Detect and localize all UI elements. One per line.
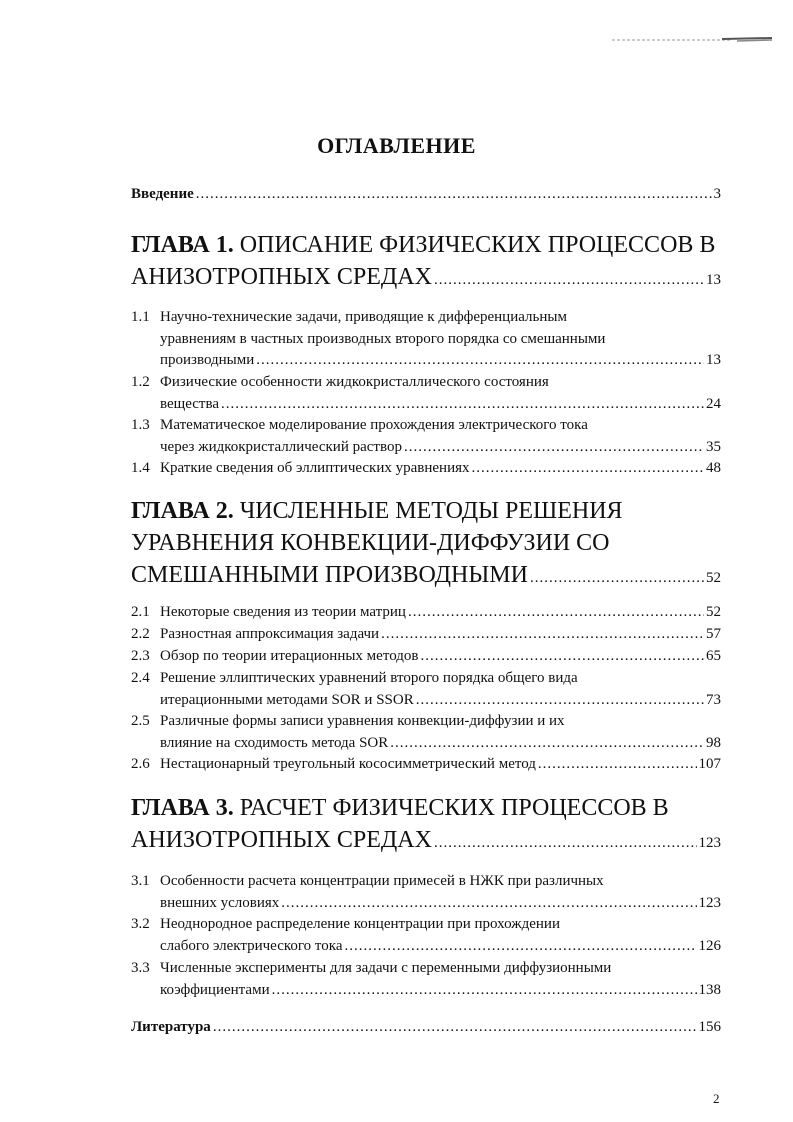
toc-page-number: 57	[706, 626, 721, 642]
chapter-title-line: СМЕШАННЫМИ ПРОИЗВОДНЫМИ	[131, 562, 528, 588]
leader-dots	[408, 602, 704, 624]
section-title-line: Численные эксперименты для задачи с переменными диффузионными	[160, 960, 612, 976]
section-2-3[interactable]	[131, 646, 721, 668]
toc-entry-introduction[interactable]	[131, 186, 721, 203]
chapter-title-line: ОПИСАНИЕ ФИЗИЧЕСКИХ ПРОЦЕССОВ В	[239, 232, 716, 258]
leader-dots	[281, 893, 696, 915]
leader-dots	[404, 437, 704, 459]
chapter-3-heading[interactable]	[131, 792, 721, 859]
leader-dots	[538, 754, 697, 776]
toc-page-number: 35	[706, 438, 721, 455]
leader-dots	[390, 733, 704, 755]
section-title-line: производными	[160, 352, 255, 368]
section-number: 1.2	[131, 374, 150, 390]
leader-dots	[381, 624, 704, 646]
section-title-line: внешних условиях	[160, 894, 280, 911]
toc-page-number: 24	[706, 395, 721, 412]
section-title-line: влияние на сходимость метода SOR	[160, 734, 389, 751]
toc-page-number: 123	[698, 894, 721, 911]
toc-page-number: 48	[706, 460, 721, 476]
section-3-1[interactable]	[131, 871, 721, 914]
toc-page-number: 52	[706, 570, 721, 586]
toc-page-number: 156	[698, 1019, 721, 1035]
toc-page-number: 3	[713, 186, 721, 202]
section-title-line: Физические особенности жидкокристаллического состояния	[160, 374, 549, 390]
leader-dots	[420, 646, 704, 668]
section-3-3[interactable]	[131, 958, 721, 1001]
scan-artifact	[612, 34, 772, 44]
leader-dots	[416, 690, 704, 712]
toc-page-number: 73	[706, 691, 721, 708]
section-title-line: слабого электрического тока	[160, 937, 343, 954]
section-number: 1.4	[131, 460, 150, 476]
section-number: 2.3	[131, 648, 150, 664]
toc-page-number: 138	[698, 981, 721, 998]
toc-entry-label: Литература	[131, 1019, 211, 1035]
section-1-3[interactable]	[131, 415, 721, 458]
section-title-line: итерационными методами SOR и SSOR	[160, 691, 414, 708]
section-title-line: Научно-технические задачи, приводящие к дифференциальным	[160, 309, 567, 325]
section-title-line: Некоторые сведения из теории матриц	[160, 604, 406, 620]
section-number: 3.3	[131, 960, 150, 976]
section-title-line: Решение эллиптических уравнений второго порядка общего вида	[160, 670, 578, 686]
section-number: 2.2	[131, 626, 150, 642]
toc-page-number: 52	[706, 604, 721, 620]
section-2-5[interactable]	[131, 711, 721, 754]
section-title-line: уравнениям в частных производных второго порядка со смешанными	[160, 330, 606, 347]
page-number: 2	[713, 1091, 720, 1106]
section-title-line: Краткие сведения об эллиптических уравнениях	[160, 460, 470, 476]
chapter-2-heading[interactable]	[131, 495, 721, 594]
section-number: 1.3	[131, 417, 150, 433]
chapter-title-line: РАСЧЕТ ФИЗИЧЕСКИХ ПРОЦЕССОВ В	[239, 795, 669, 821]
toc-page-number: 13	[706, 352, 721, 368]
section-title-line: Разностная аппроксимация задачи	[160, 626, 380, 642]
toc-page-number: 98	[706, 734, 721, 751]
leader-dots	[434, 827, 697, 859]
section-title-line: коэффициентами	[160, 981, 270, 998]
section-3-2[interactable]	[131, 914, 721, 957]
section-number: 2.6	[131, 756, 150, 772]
section-2-2[interactable]	[131, 624, 721, 646]
section-title-line: Различные формы записи уравнения конвекции-диффузии и их	[160, 713, 565, 729]
section-title-line: Неоднородное распределение концентрации при прохождении	[160, 916, 560, 932]
leader-dots	[196, 186, 712, 203]
section-number: 3.1	[131, 873, 150, 889]
chapter-1-heading[interactable]	[131, 229, 721, 296]
leader-dots	[345, 936, 697, 958]
section-title-line: Нестационарный треугольный кососимметрический метод	[160, 756, 536, 772]
section-title-line: вещества	[160, 395, 219, 412]
section-1-4[interactable]	[131, 458, 721, 480]
leader-dots	[530, 562, 704, 594]
toc-page-number: 65	[706, 648, 721, 664]
section-2-4[interactable]	[131, 668, 721, 711]
section-number: 3.2	[131, 916, 150, 932]
chapter-title-line: АНИЗОТРОПНЫХ СРЕДАХ	[131, 264, 432, 290]
chapter-title-line: ЧИСЛЕННЫЕ МЕТОДЫ РЕШЕНИЯ	[239, 498, 623, 524]
toc-page-number: 126	[698, 937, 721, 954]
chapter-number: ГЛАВА 2.	[131, 498, 234, 524]
section-number: 2.5	[131, 713, 150, 729]
leader-dots	[256, 350, 704, 372]
section-2-1[interactable]	[131, 602, 721, 624]
section-title-line: Особенности расчета концентрации примесей в НЖК при различных	[160, 873, 604, 889]
section-title-line: Математическое моделирование прохождения электрического тока	[160, 417, 588, 433]
chapter-number: ГЛАВА 3.	[131, 795, 234, 821]
toc-page-number: 13	[706, 272, 721, 288]
section-number: 2.1	[131, 604, 150, 620]
section-2-6[interactable]	[131, 754, 721, 776]
chapter-number: ГЛАВА 1.	[131, 232, 234, 258]
section-number: 2.4	[131, 670, 150, 686]
section-title-line: через жидкокристаллический раствор	[160, 438, 402, 455]
leader-dots	[434, 264, 704, 296]
toc-page-number: 123	[698, 835, 721, 851]
page-title: ОГЛАВЛЕНИЕ	[317, 133, 476, 158]
section-1-1[interactable]	[131, 307, 721, 372]
leader-dots	[213, 1019, 697, 1036]
leader-dots	[272, 980, 697, 1002]
leader-dots	[221, 394, 704, 416]
section-title-line: Обзор по теории итерационных методов	[160, 648, 419, 664]
toc-entry-literature[interactable]	[131, 1019, 721, 1036]
toc-page-number: 107	[698, 756, 721, 772]
section-number: 1.1	[131, 309, 150, 325]
section-1-2[interactable]	[131, 372, 721, 415]
leader-dots	[472, 458, 705, 480]
chapter-title-line: АНИЗОТРОПНЫХ СРЕДАХ	[131, 827, 432, 853]
toc-entry-label: Введение	[131, 186, 194, 202]
chapter-title-line: УРАВНЕНИЯ КОНВЕКЦИИ-ДИФФУЗИИ СО	[131, 530, 610, 556]
